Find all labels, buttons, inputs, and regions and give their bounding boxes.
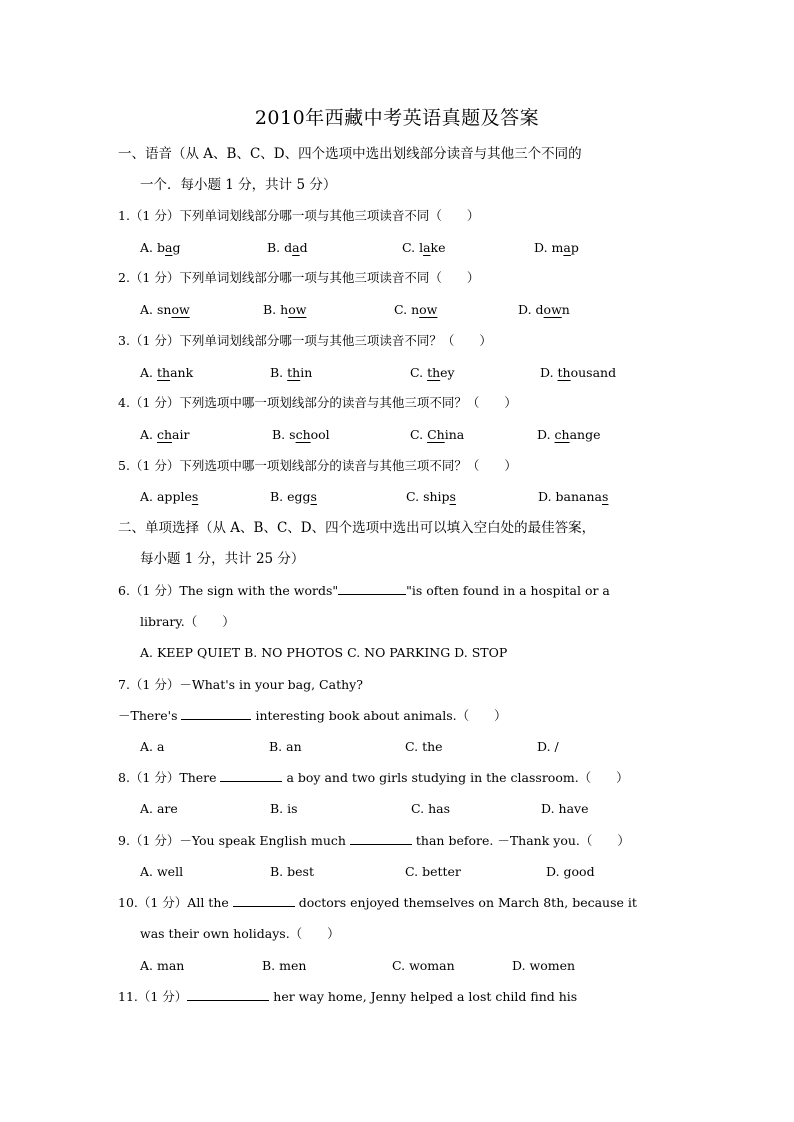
question-9-stem: 9.（1 分）－You speak English much than before. －Thank you.（ ） — [118, 833, 630, 848]
question-10-stem: 10.（1 分）All the doctors enjoyed themselves on March 8th, because it — [118, 895, 637, 910]
section-2-heading-cont: 每小题 1 分，共计 25 分） — [140, 551, 305, 567]
question-5-option-b: B. eggs — [270, 489, 317, 504]
question-7-stem: 7.（1 分）－What's in your bag, Cathy? — [118, 677, 363, 692]
question-11-blank — [187, 988, 269, 1001]
question-2-stem: 2.（1 分）下列单词划线部分哪一项与其他三项读音不同（ ） — [118, 270, 480, 285]
question-6-options: A. KEEP QUIET B. NO PHOTOS C. NO PARKING D. STOP — [140, 645, 508, 660]
question-9-option-a: A. well — [140, 864, 184, 879]
section-1-heading-cont: 一个．每小题 1 分，共计 5 分） — [140, 177, 337, 193]
question-2-option-d: D. down — [518, 302, 570, 317]
question-1-option-a: A. bag — [140, 240, 181, 255]
question-8-option-c: C. has — [411, 801, 450, 816]
question-7-option-c: C. the — [405, 739, 443, 754]
question-11-stem: 11.（1 分） her way home, Jenny helped a lost child find his — [118, 989, 578, 1004]
question-10-option-a: A. man — [140, 958, 185, 973]
question-5-option-a: A. apples — [140, 489, 199, 504]
question-5-option-d: D. bananas — [538, 489, 609, 504]
question-3-option-a: A. thank — [140, 365, 194, 380]
question-4-option-a: A. chair — [140, 427, 190, 442]
question-1-stem: 1.（1 分）下列单词划线部分哪一项与其他三项读音不同（ ） — [118, 208, 480, 223]
section-2-heading: 二、单项选择（从 A、B、C、D、四个选项中选出可以填入空白处的最佳答案， — [118, 520, 596, 536]
question-4-option-d: D. change — [537, 427, 601, 442]
question-4-option-b: B. school — [272, 427, 330, 442]
question-8-option-b: B. is — [270, 801, 298, 816]
question-2-option-b: B. how — [263, 302, 307, 317]
question-3-option-d: D. thousand — [540, 365, 617, 380]
question-8-stem: 8.（1 分）There a boy and two girls studying in the classroom.（ ） — [118, 770, 629, 785]
question-7-blank — [181, 707, 251, 720]
question-9-blank — [350, 832, 412, 845]
question-9-option-b: B. best — [270, 864, 314, 879]
question-2-option-c: C. now — [394, 302, 438, 317]
question-3-option-c: C. they — [410, 365, 455, 380]
question-7-option-a: A. a — [140, 739, 165, 754]
question-5-stem: 5.（1 分）下列选项中哪一项划线部分的读音与其他三项不同？（ ） — [118, 458, 517, 473]
question-9-option-d: D. good — [546, 864, 595, 879]
question-8-option-d: D. have — [541, 801, 589, 816]
question-6-blank — [338, 582, 406, 595]
question-10-blank — [233, 894, 295, 907]
document-title: 2010年西藏中考英语真题及答案 — [254, 107, 540, 129]
question-6-stem: 6.（1 分）The sign with the words" "is often found in a hospital or a — [118, 583, 610, 598]
question-2-option-a: A. snow — [140, 302, 190, 317]
question-7-option-b: B. an — [269, 739, 302, 754]
question-10-option-c: C. woman — [392, 958, 455, 973]
question-3-stem: 3.（1 分）下列单词划线部分哪一项与其他三项读音不同？（ ） — [118, 333, 492, 348]
question-4-stem: 4.（1 分）下列选项中哪一项划线部分的读音与其他三项不同？（ ） — [118, 395, 517, 410]
question-8-option-a: A. are — [140, 801, 178, 816]
question-9-option-c: C. better — [405, 864, 461, 879]
question-7-option-d: D. / — [537, 739, 559, 754]
question-7-stem-cont: －There's interesting book about animals.（ ） — [118, 708, 507, 723]
question-10-stem-cont: was their own holidays.（ ） — [140, 926, 340, 941]
question-10-option-d: D. women — [512, 958, 576, 973]
question-3-option-b: B. thin — [270, 365, 313, 380]
question-4-option-c: C. China — [410, 427, 465, 442]
question-6-stem-cont: library.（ ） — [140, 614, 235, 629]
question-10-option-b: B. men — [262, 958, 307, 973]
question-1-option-c: C. lake — [402, 240, 446, 255]
section-1-heading: 一、语音（从 A、B、C、D、四个选项中选出划线部分读音与其他三个不同的 — [118, 146, 582, 162]
question-1-option-d: D. map — [534, 240, 579, 255]
question-5-option-c: C. ships — [406, 489, 456, 504]
question-8-blank — [220, 769, 282, 782]
question-1-option-b: B. dad — [267, 240, 308, 255]
